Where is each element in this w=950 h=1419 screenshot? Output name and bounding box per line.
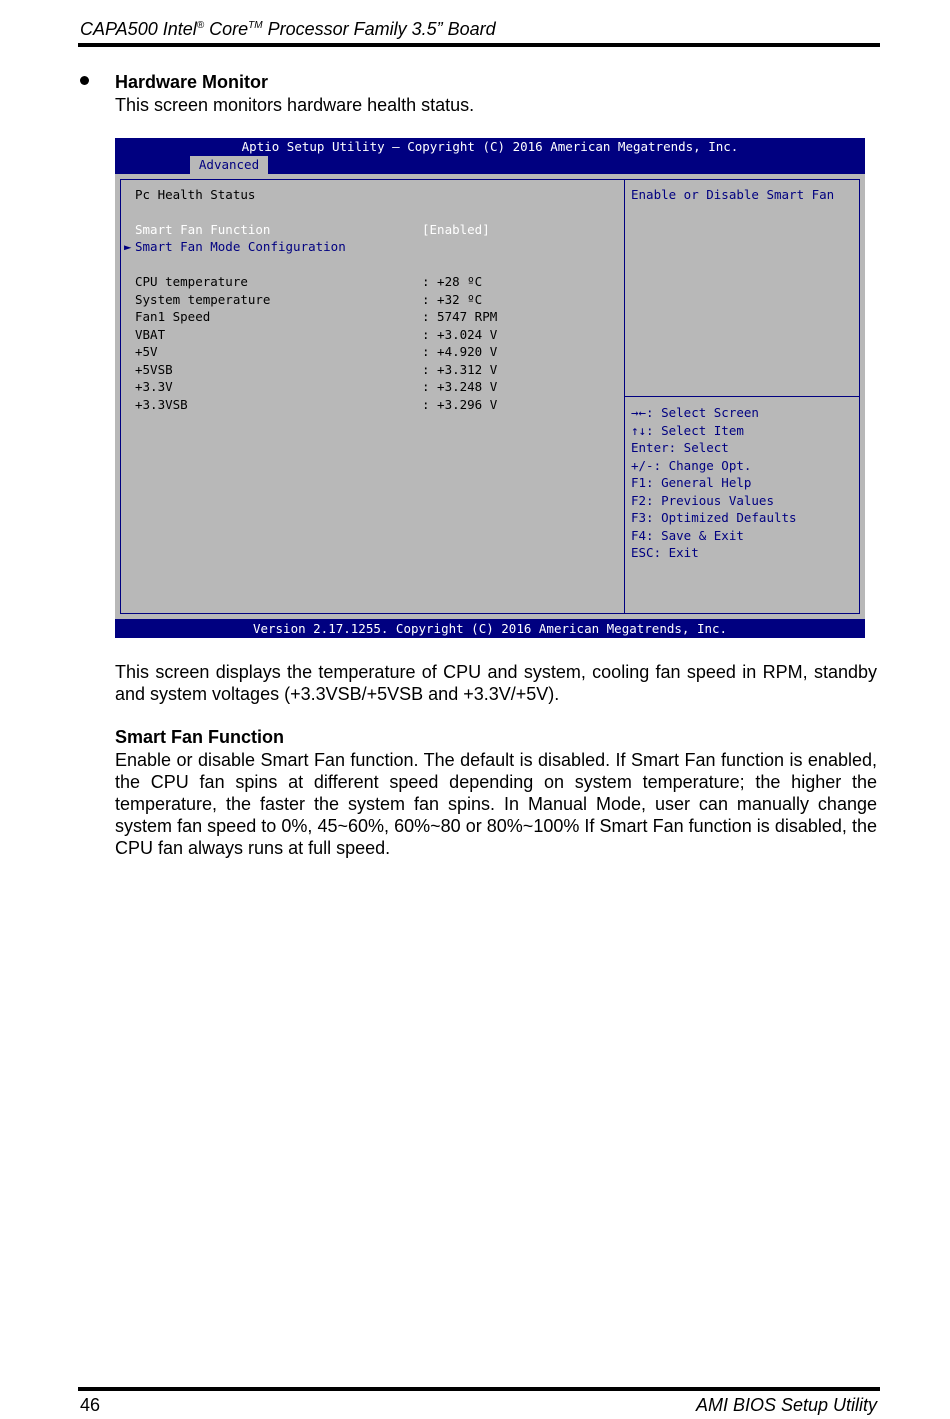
smart-fan-mode-configuration[interactable]: Smart Fan Mode Configuration: [135, 239, 346, 254]
reading-value: : +3.024 V: [422, 326, 498, 342]
key-hint: ↑↓: Select Item: [631, 422, 744, 438]
reading-label: Fan1 Speed: [135, 309, 211, 324]
bios-screenshot: [115, 138, 865, 638]
key-hint: Enter: Select: [631, 440, 729, 455]
bios-title: Aptio Setup Utility – Copyright (C) 2016 American Megatrends, Inc.: [241, 139, 739, 154]
bullet-icon: [80, 76, 89, 85]
description-paragraph: This screen displays the temperature of CPU and system, cooling fan speed in RPM, standby and system voltages (+3.3VSB/+5VSB and +3.3V/+5V).: [115, 662, 877, 704]
reading-label: +5VSB: [135, 361, 173, 377]
bios-version-bar: Version 2.17.1255. Copyright (C) 2016 American Megatrends, Inc.: [115, 619, 865, 638]
reading-value: : +32 ºC: [422, 291, 483, 307]
reading-label: VBAT: [135, 326, 166, 342]
page-number: 46: [80, 1395, 101, 1415]
footer-divider: [78, 1387, 880, 1391]
key-hint: F1: General Help: [631, 475, 752, 490]
key-hint: F3: Optimized Defaults: [631, 510, 797, 525]
reading-label: +5V: [135, 344, 158, 359]
document-header: CAPA500 Intel® Core™ Processor Family 3.5” Board: [80, 19, 496, 39]
key-hint: F4: Save & Exit: [631, 527, 744, 543]
footer-title: AMI BIOS Setup Utility: [695, 1395, 877, 1415]
key-hint: →←: Select Screen: [631, 405, 759, 420]
smart-fan-function-label[interactable]: Smart Fan Function: [135, 222, 271, 237]
key-hint: F2: Previous Values: [631, 492, 774, 508]
reading-value: : +3.312 V: [422, 361, 498, 377]
reading-value: : 5747 RPM: [422, 309, 498, 324]
reading-label: +3.3V: [135, 379, 173, 394]
key-hint: ESC: Exit: [631, 545, 699, 560]
smart-fan-heading: Smart Fan Function: [115, 727, 285, 747]
header-divider: [78, 43, 880, 47]
tab-advanced[interactable]: Advanced: [190, 156, 268, 174]
key-hint: +/-: Change Opt.: [631, 457, 752, 473]
reading-value: : +3.248 V: [422, 379, 498, 394]
bios-help-divider: [625, 396, 860, 397]
section-heading: Hardware Monitor: [115, 72, 269, 92]
reading-label: +3.3VSB: [135, 396, 188, 412]
group-label: Pc Health Status: [135, 187, 256, 202]
bios-title-bar: [115, 138, 865, 174]
submenu-arrow-icon: ►: [124, 239, 132, 254]
help-text: Enable or Disable Smart Fan: [631, 187, 835, 202]
section-intro: This screen monitors hardware health status.: [115, 95, 475, 115]
reading-value: : +4.920 V: [422, 344, 498, 359]
smart-fan-function-value[interactable]: [Enabled]: [422, 222, 490, 237]
reading-label: System temperature: [135, 291, 271, 307]
reading-label: CPU temperature: [135, 274, 248, 289]
reading-value: : +28 ºC: [422, 274, 483, 289]
smart-fan-paragraph: Enable or disable Smart Fan function. The default is disabled. If Smart Fan function is enabled, the CPU fan spins at different speed depending on system temperature; the higher the temperature, the faster the system fan spins. In Manual Mode, user can manually change system fan speed to 0%, 45~60%, 60%~80 or 80%~100% If Smart Fan function is disabled, the CPU fan always runs at full speed.: [115, 750, 877, 858]
reading-value: : +3.296 V: [422, 396, 498, 412]
